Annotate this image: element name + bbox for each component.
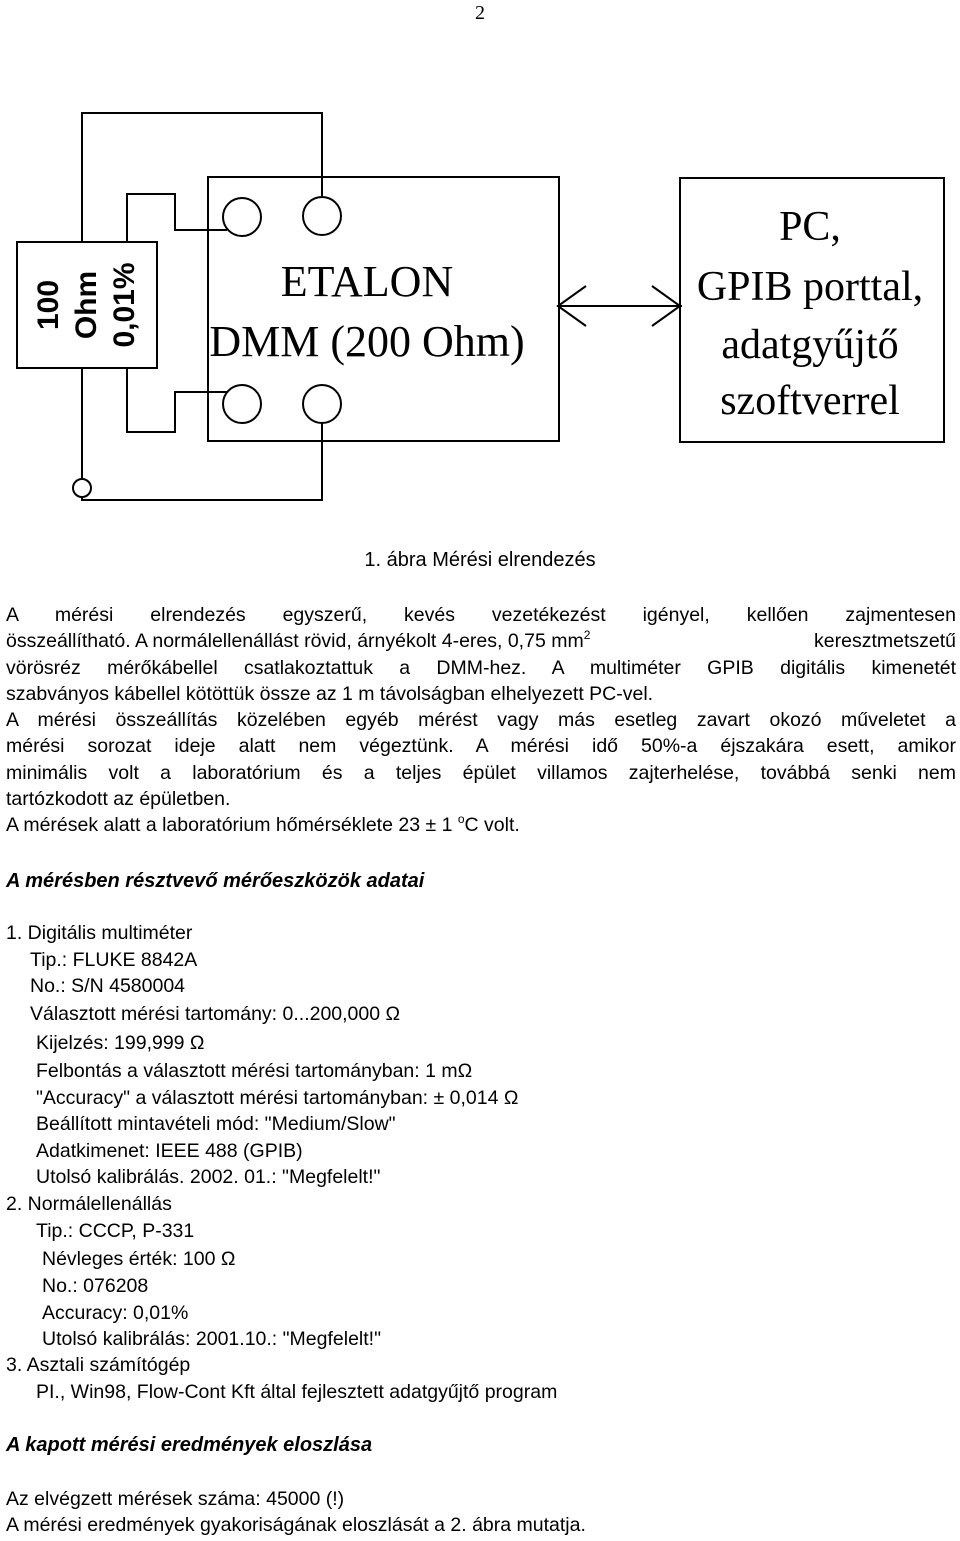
- intro-text: A mérések alatt a laboratórium hőmérséklete 23 ± 1: [6, 814, 458, 837]
- instrument-detail: Utolsó kalibrálás: 2001.10.: "Megfelelt!": [42, 1328, 382, 1350]
- intro-line-part: [6, 628, 590, 654]
- instrument-detail: Tip.: CCCP, P-331: [36, 1220, 195, 1242]
- instrument-2-title: 2. Normálellenállás: [6, 1193, 172, 1215]
- instrument-detail: Választott mérési tartomány: 0...200,000 Ω: [30, 1003, 401, 1025]
- intro-line: mérési sorozat ideje alatt nem végeztünk. A mérési idő 50%-a éjszakára esett, amikor: [6, 735, 956, 758]
- instrument-detail: "Accuracy" a választott mérési tartományban: ± 0,014 Ω: [36, 1087, 519, 1109]
- results-line: A mérési eredmények gyakoriságának eloszlását a 2. ábra mutatja.: [6, 1514, 586, 1536]
- terminal-bottom-right: [303, 385, 341, 423]
- resistor-label-unit: Ohm: [70, 270, 103, 340]
- section-heading-results: A kapott mérési eredmények eloszlása: [6, 1434, 373, 1456]
- instrument-detail: Kijelzés: 199,999 Ω: [36, 1032, 205, 1054]
- instrument-3-title: 3. Asztali számítógép: [6, 1354, 191, 1376]
- instrument-1-title: 1. Digitális multiméter: [6, 922, 193, 944]
- terminal-top-left: [223, 198, 261, 236]
- instrument-detail: PI., Win98, Flow-Cont Kft által fejlesztett adatgyűjtő program: [36, 1381, 558, 1403]
- measurement-setup-diagram: [0, 0, 960, 530]
- instrument-detail: Utolsó kalibrálás. 2002. 01.: "Megfelelt!": [36, 1166, 381, 1188]
- pc-label-line1: PC,: [779, 204, 841, 250]
- wire-bottom-left: [82, 368, 322, 500]
- figure-caption: 1. ábra Mérési elrendezés: [364, 549, 596, 571]
- intro-paragraph: [6, 602, 956, 839]
- instrument-detail: No.: S/N 4580004: [30, 975, 186, 997]
- instrument-detail: Adatkimenet: IEEE 488 (GPIB): [36, 1140, 303, 1162]
- intro-line: A mérési elrendezés egyszerű, kevés vezetékezést igényel, kellően zajmentesen: [6, 604, 956, 626]
- wire-bottom-mid: [127, 368, 227, 432]
- section-heading-instruments: A mérésben résztvevő mérőeszközök adatai: [6, 870, 425, 892]
- instrument-detail: Beállított mintavételi mód: "Medium/Slow": [36, 1113, 396, 1135]
- terminal-bottom-left: [223, 385, 261, 423]
- instrument-detail: Felbontás a választott mérési tartományban: 1 mΩ: [36, 1060, 473, 1082]
- resistor-label-tolerance: 0,01%: [108, 262, 141, 348]
- pc-label-line3: adatgyűjtő: [721, 322, 899, 368]
- instrument-detail: Névleges érték: 100 Ω: [42, 1248, 236, 1270]
- wire-end-bottom: [73, 479, 91, 497]
- intro-text: C volt.: [464, 814, 520, 837]
- intro-line: szabványos kábellel kötöttük össze az 1 m távolságban elhelyezett PC-vel.: [6, 682, 654, 705]
- instrument-detail: No.: 076208: [42, 1275, 149, 1297]
- page-number: 2: [475, 2, 485, 24]
- results-line: Az elvégzett mérések száma: 45000 (!): [6, 1488, 345, 1510]
- intro-line: vörösréz mérőkábellel csatlakoztattuk a DMM-hez. A multiméter GPIB digitális kimenetét: [6, 656, 956, 679]
- instrument-detail: Tip.: FLUKE 8842A: [30, 949, 198, 971]
- terminal-top-right: [303, 197, 341, 235]
- intro-text: összeállítható. A normálellenállást rövid, árnyékolt 4-eres, 0,75 mm: [6, 630, 584, 653]
- intro-line-part: keresztmetszetű: [814, 630, 956, 653]
- intro-line: [6, 812, 956, 838]
- dmm-label-line2: DMM (200 Ohm): [209, 317, 525, 366]
- resistor-label-value: 100: [32, 279, 65, 331]
- intro-line: A mérési összeállítás közelében egyéb mérést vagy más esetleg zavart okozó műveletet a: [6, 709, 956, 732]
- intro-line: minimális volt a laboratórium és a teljes épület villamos zajterhelése, továbbá senki nem: [6, 761, 956, 784]
- instrument-detail: Accuracy: 0,01%: [42, 1302, 189, 1324]
- pc-label-line2: GPIB porttal,: [696, 264, 924, 310]
- pc-label-line4: szoftverrel: [720, 378, 900, 424]
- superscript: o: [457, 812, 465, 827]
- wire-right: [127, 194, 227, 242]
- intro-line: [6, 628, 956, 654]
- superscript: 2: [583, 628, 591, 643]
- dmm-label-line1: ETALON: [280, 257, 454, 306]
- intro-line: tartózkodott az épületben.: [6, 788, 231, 811]
